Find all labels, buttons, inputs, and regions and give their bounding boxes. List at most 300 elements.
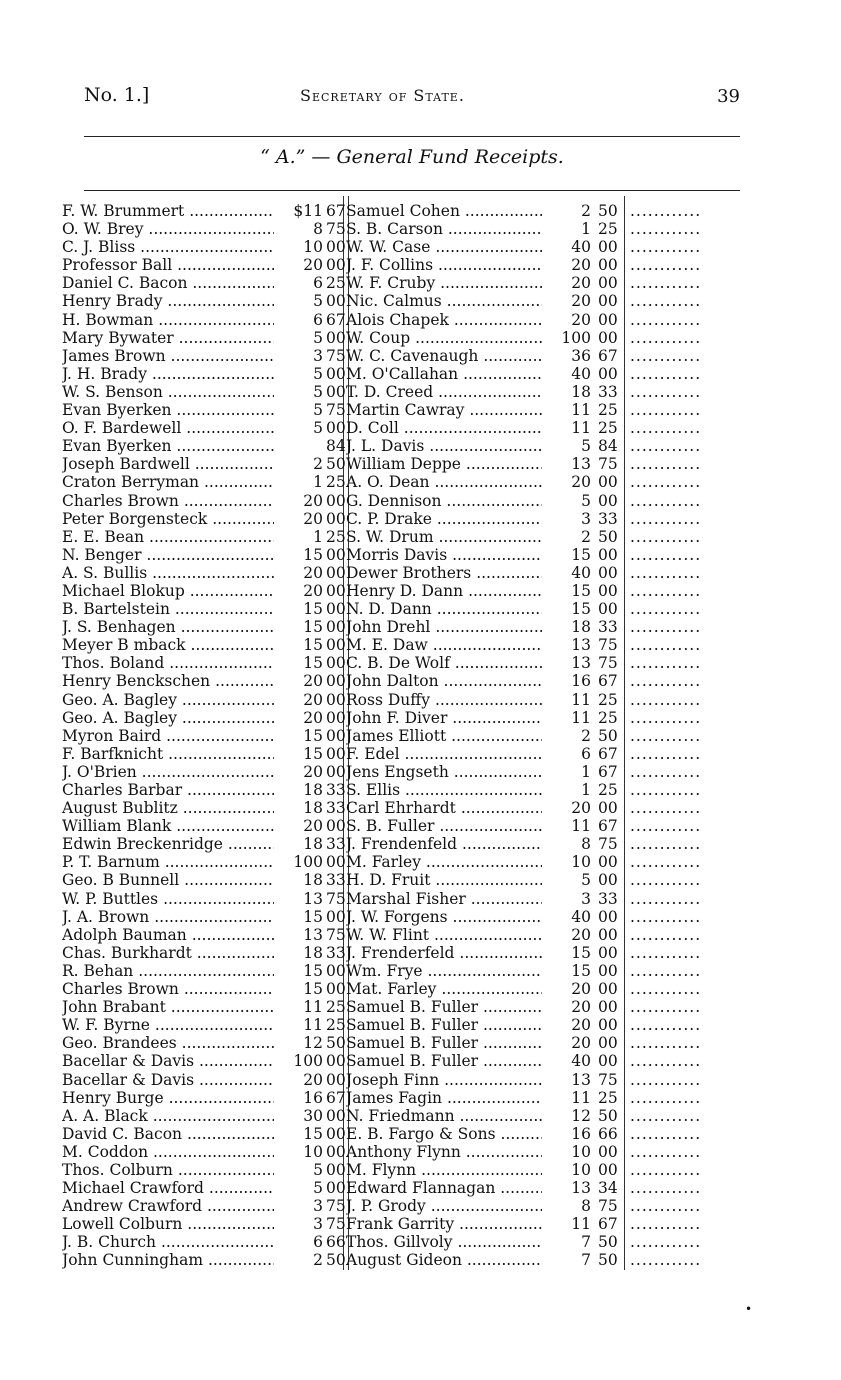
amount-cents: 00 [326,654,346,673]
amount-dollars: 100 [542,329,591,347]
receipt-row [62,944,346,962]
receipt-row [62,437,346,455]
receipt-row [346,473,622,491]
receipt-row [346,1089,622,1107]
amount-cents: 00 [326,961,346,980]
dot-leader-row: ............ [630,509,702,528]
payer-name: S. B. Carson ..... [346,220,544,238]
receipt-row [62,238,346,256]
amount-dollars: 20 [274,256,323,274]
stray-mark: • [745,1302,753,1316]
receipt-row [346,274,622,292]
payer-name: A. A. Black ..... [62,1107,276,1125]
payer-name: Evan Byerken ..... [62,437,276,455]
amount-cents: 00 [598,1034,618,1053]
receipt-row [346,926,622,944]
receipt-row [346,1125,622,1143]
amount-dollars: 100 [274,853,323,871]
receipt-row [62,274,346,292]
receipts-column-1 [62,202,346,1270]
amount-dollars: 36 [542,347,591,365]
payer-name: Chas. Burkhardt ..... [62,944,276,962]
amount-dollars: 18 [274,835,323,853]
receipt-row [62,691,346,709]
payer-name: S. W. Drum ..... [346,528,544,546]
amount-dollars: 20 [274,672,323,690]
receipt-row [346,835,622,853]
receipt-row [346,890,622,908]
payer-name: J. S. Benhagen ..... [62,618,276,636]
amount-dollars: 7 [542,1251,591,1269]
amount-cents: 00 [326,1179,346,1198]
payer-name: M. Flynn ..... [346,1161,544,1179]
receipt-row [62,962,346,980]
amount-cents: 00 [326,328,346,347]
amount-cents: 33 [326,781,346,799]
dot-leader-row: ............ [630,762,702,781]
amount-dollars: 15 [274,636,323,654]
receipt-row [346,654,622,672]
payer-name: Bacellar & Davis ..... [62,1052,276,1070]
amount-cents: 00 [326,672,346,691]
receipt-row [62,908,346,926]
amount-cents: 33 [598,889,618,908]
dot-leader-row: ............ [630,346,702,365]
amount-cents: 67 [326,310,346,329]
amount-dollars: 6 [274,1233,323,1251]
amount-cents: 00 [598,1160,618,1179]
amount-dollars: 5 [274,383,323,401]
receipt-row [62,636,346,654]
amount-dollars: 11 [542,1089,591,1107]
receipt-row [346,492,622,510]
amount-cents: 75 [598,1197,618,1216]
amount-cents: 33 [326,871,346,890]
amount-dollars: 10 [542,853,591,871]
payer-name: J. H. Brady ..... [62,365,276,383]
receipt-row [346,202,622,220]
dot-leader-row: ............ [630,256,702,275]
payer-name: Daniel C. Bacon ..... [62,274,276,292]
receipt-row [62,998,346,1016]
receipt-row [62,1215,346,1233]
amount-cents: 00 [326,853,346,872]
amount-cents: 67 [598,1215,618,1234]
amount-cents: 67 [598,672,618,691]
receipt-row [346,292,622,310]
amount-cents: 33 [598,509,618,528]
payer-name: Bacellar & Davis ..... [62,1071,276,1089]
amount-dollars: 10 [542,1143,591,1161]
receipt-row [62,817,346,835]
amount-cents: 00 [598,274,618,293]
dot-leader-row: ............ [630,1197,702,1216]
dot-leader-row: ............ [630,1052,702,1071]
amount-cents: 25 [598,401,618,420]
payer-name: Geo. Brandees ..... [62,1034,276,1052]
receipt-row [346,1179,622,1197]
receipt-row [62,1161,346,1179]
dot-leader-row: ............ [630,382,702,401]
receipt-row [62,401,346,419]
payer-name: C. B. De Wolf ..... [346,654,544,672]
receipt-row [346,1052,622,1070]
amount-cents: 00 [326,636,346,655]
receipt-row [62,745,346,763]
receipt-row [62,763,346,781]
receipt-row [62,1089,346,1107]
receipt-row [62,455,346,473]
payer-name: Thos. Gillvoly ..... [346,1233,544,1251]
amount-cents: 50 [598,527,618,546]
amount-cents: 00 [598,238,618,257]
payer-name: Ross Duffy ..... [346,691,544,709]
amount-cents: 00 [326,563,346,582]
amount-dollars: 40 [542,1052,591,1070]
amount-cents: 00 [326,1124,346,1143]
receipt-row [346,546,622,564]
amount-cents: 75 [598,455,618,474]
payer-name: James Brown ..... [62,347,276,365]
amount-cents: 00 [598,491,618,510]
amount-cents: 00 [598,853,618,872]
dot-leader-row: ............ [630,1215,702,1234]
dot-leader-row: ............ [630,1034,702,1053]
dot-leader-row: ............ [630,636,702,655]
dot-leader-row: ............ [630,274,702,293]
receipt-row [346,437,622,455]
amount-cents: 00 [598,292,618,311]
dot-leader-row: ............ [630,1106,702,1125]
payer-name: C. J. Bliss ..... [62,238,276,256]
receipt-row [62,980,346,998]
payer-name: Edward Flannagan ..... [346,1179,544,1197]
receipt-row [346,1034,622,1052]
amount-dollars: 20 [542,1016,591,1034]
amount-cents: 33 [326,835,346,854]
running-title: Secretary of State. [300,86,465,105]
amount-dollars: 5 [274,1161,323,1179]
dot-leader-row: ............ [630,527,702,546]
receipt-row [62,256,346,274]
payer-name: Edwin Breckenridge ..... [62,835,276,853]
document-number: No. 1.] [84,84,150,106]
payer-name: Peter Borgensteck ..... [62,510,276,528]
amount-cents: 00 [598,1052,618,1071]
amount-cents: 67 [326,1088,346,1107]
amount-cents: 00 [598,961,618,980]
payer-name: Samuel Cohen ..... [346,202,544,220]
payer-name: O. F. Bardewell ..... [62,419,276,437]
receipt-row [62,311,346,329]
amount-dollars: 3 [274,1197,323,1215]
payer-name: J. O'Brien ..... [62,763,276,781]
amount-dollars: 13 [542,636,591,654]
payer-name: J. P. Grody ..... [346,1197,544,1215]
amount-cents: 00 [598,310,618,329]
receipt-row [346,853,622,871]
amount-dollars: 20 [274,564,323,582]
receipt-row [62,1143,346,1161]
dot-leader-row: ............ [630,401,702,420]
payer-name: Thos. Colburn ..... [62,1161,276,1179]
payer-name: Alois Chapek ..... [346,311,544,329]
amount-dollars: 15 [274,745,323,763]
amount-dollars: 11 [542,419,591,437]
receipt-row [346,1107,622,1125]
amount-cents: 67 [598,762,618,781]
receipt-row [62,564,346,582]
amount-cents: 00 [598,943,618,962]
amount-cents: 00 [598,581,618,600]
amount-dollars: 18 [542,383,591,401]
payer-name: P. T. Barnum ..... [62,853,276,871]
amount-dollars: 15 [542,582,591,600]
amount-dollars: $11 [274,202,323,220]
amount-cents: 25 [598,220,618,239]
dot-leader-row: ............ [630,364,702,383]
amount-cents: 00 [326,600,346,619]
payer-name: Craton Berryman ..... [62,473,276,491]
amount-cents: 25 [598,419,618,438]
receipt-row [346,256,622,274]
payer-name: M. Coddon ..... [62,1143,276,1161]
amount-dollars: 8 [542,1197,591,1215]
receipt-row [346,564,622,582]
amount-dollars: 1 [542,220,591,238]
payer-name: S. Ellis ..... [346,781,544,799]
receipt-row [346,709,622,727]
receipt-row [346,582,622,600]
receipt-row [62,799,346,817]
dot-leader-row: ............ [630,871,702,890]
receipt-row [62,1034,346,1052]
amount-cents: 00 [598,545,618,564]
receipt-row [346,691,622,709]
payer-name: M. E. Daw ..... [346,636,544,654]
payer-name: Geo. B Bunnell ..... [62,871,276,889]
amount-cents: 25 [326,473,346,492]
amount-dollars: 30 [274,1107,323,1125]
amount-dollars: 1 [542,763,591,781]
amount-dollars: 3 [542,510,591,528]
receipt-row [62,492,346,510]
amount-dollars: 8 [542,835,591,853]
amount-cents: 00 [326,545,346,564]
amount-cents: 75 [326,889,346,908]
payer-name: John F. Diver ..... [346,709,544,727]
payer-name: William Deppe ..... [346,455,544,473]
amount-dollars: 15 [542,944,591,962]
amount-dollars: 20 [274,817,323,835]
amount-cents: 00 [598,1016,618,1035]
receipt-row [62,220,346,238]
dot-leader-row: ............ [630,581,702,600]
amount-dollars: 20 [542,256,591,274]
dot-leader-row: ............ [630,708,702,727]
amount-cents: 33 [326,943,346,962]
payer-name: Henry Burge ..... [62,1089,276,1107]
receipt-row [346,745,622,763]
receipt-row [346,1161,622,1179]
amount-cents: 50 [598,1251,618,1270]
dot-leader-row: ............ [630,1179,702,1198]
receipt-row [346,401,622,419]
amount-dollars: 40 [542,238,591,256]
payer-name: M. O'Callahan ..... [346,365,544,383]
amount-cents: 00 [326,491,346,510]
amount-cents: 00 [598,256,618,275]
receipt-row [62,727,346,745]
amount-dollars: 3 [274,347,323,365]
amount-dollars: 20 [274,1071,323,1089]
payer-name: N. D. Dann ..... [346,600,544,618]
payer-name: John Drehl ..... [346,618,544,636]
amount-dollars: 20 [274,763,323,781]
amount-cents: 00 [326,817,346,836]
payer-name: N. Friedmann ..... [346,1107,544,1125]
receipt-row [346,347,622,365]
payer-name: J. W. Forgens ..... [346,908,544,926]
receipt-row [62,781,346,799]
amount-dollars: 5 [274,365,323,383]
amount-dollars: 1 [274,528,323,546]
amount-cents: 25 [326,1016,346,1035]
amount-dollars: 15 [274,962,323,980]
amount-cents: 00 [326,726,346,745]
amount-dollars: 10 [274,1143,323,1161]
receipt-row [62,582,346,600]
amount-dollars: 2 [542,528,591,546]
amount-dollars: 11 [542,817,591,835]
payer-name: Carl Ehrhardt ..... [346,799,544,817]
receipt-row [62,1107,346,1125]
payer-name: W. F. Byrne ..... [62,1016,276,1034]
amount-dollars: 15 [542,962,591,980]
dot-leader-row: ............ [630,618,702,637]
payer-name: E. E. Bean ..... [62,528,276,546]
amount-dollars: 20 [274,492,323,510]
receipt-row [62,510,346,528]
payer-name: W. S. Benson ..... [62,383,276,401]
amount-cents: 50 [598,726,618,745]
receipt-row [346,220,622,238]
amount-cents: 00 [598,328,618,347]
amount-cents: 50 [326,455,346,474]
dot-leader-row: ............ [630,473,702,492]
receipt-row [62,329,346,347]
payer-name: Professor Ball ..... [62,256,276,274]
amount-dollars: 18 [274,781,323,799]
amount-cents: 00 [598,980,618,999]
amount-dollars: 13 [274,926,323,944]
amount-cents: 25 [598,690,618,709]
amount-dollars: 12 [274,1034,323,1052]
amount-cents: 00 [326,708,346,727]
amount-dollars: 6 [542,745,591,763]
receipt-row [62,853,346,871]
amount-dollars: 20 [274,582,323,600]
amount-cents: 00 [326,364,346,383]
payer-name: N. Benger ..... [62,546,276,564]
amount-cents: 00 [598,600,618,619]
amount-dollars: 12 [542,1107,591,1125]
payer-name: David C. Bacon ..... [62,1125,276,1143]
payer-name: Evan Byerken ..... [62,401,276,419]
payer-name: F. Barfknicht ..... [62,745,276,763]
amount-dollars: 15 [274,908,323,926]
amount-dollars: 8 [274,220,323,238]
amount-cents: 75 [598,636,618,655]
receipt-row [62,654,346,672]
payer-name: James Elliott ..... [346,727,544,745]
amount-dollars: 3 [542,890,591,908]
payer-name: H. D. Fruit ..... [346,871,544,889]
receipt-row [62,1197,346,1215]
amount-cents: 00 [598,563,618,582]
receipts-column-2 [346,202,622,1270]
amount-dollars: 13 [542,1179,591,1197]
table-title: “ A.” — General Fund Receipts. [260,146,564,168]
amount-dollars: 18 [274,871,323,889]
dot-leader-row: ............ [630,961,702,980]
dot-leader-row: ............ [630,600,702,619]
receipt-row [346,383,622,401]
dot-leader-row: ............ [630,292,702,311]
amount-dollars: 20 [274,691,323,709]
receipt-row [62,473,346,491]
payer-name: Henry D. Dann ..... [346,582,544,600]
payer-name: Marshal Fisher ..... [346,890,544,908]
receipt-row [346,871,622,889]
amount-cents: 00 [326,382,346,401]
amount-dollars: 11 [274,1016,323,1034]
payer-name: W. C. Cavenaugh ..... [346,347,544,365]
payer-name: B. Bartelstein ..... [62,600,276,618]
title-rule [84,190,740,191]
amount-dollars: 11 [542,401,591,419]
payer-name: J. Frenderfeld ..... [346,944,544,962]
payer-name: D. Coll ..... [346,419,544,437]
receipt-row [62,709,346,727]
receipt-row [346,1071,622,1089]
amount-dollars: 1 [542,781,591,799]
amount-cents: 00 [326,509,346,528]
amount-cents: 00 [326,238,346,257]
amount-cents: 66 [598,1124,618,1143]
payer-name: Samuel B. Fuller ..... [346,1034,544,1052]
receipt-row [62,618,346,636]
payer-name: A. O. Dean ..... [346,473,544,491]
amount-dollars: 20 [542,998,591,1016]
amount-dollars: 2 [542,202,591,220]
payer-name: O. W. Brey ..... [62,220,276,238]
dot-leader-row: ............ [630,455,702,474]
payer-name: S. B. Fuller ..... [346,817,544,835]
dot-leader-row: ............ [630,310,702,329]
payer-name: C. P. Drake ..... [346,510,544,528]
amount-cents: 50 [326,1251,346,1270]
payer-name: Dewer Brothers ..... [346,564,544,582]
receipt-row [346,672,622,690]
amount-cents: 00 [326,690,346,709]
dot-leader-row: ............ [630,437,702,456]
dot-leader-row: ............ [630,1233,702,1252]
amount-dollars: 15 [542,546,591,564]
payer-name: H. Bowman ..... [62,311,276,329]
amount-cents: 67 [598,744,618,763]
amount-dollars: 20 [274,510,323,528]
